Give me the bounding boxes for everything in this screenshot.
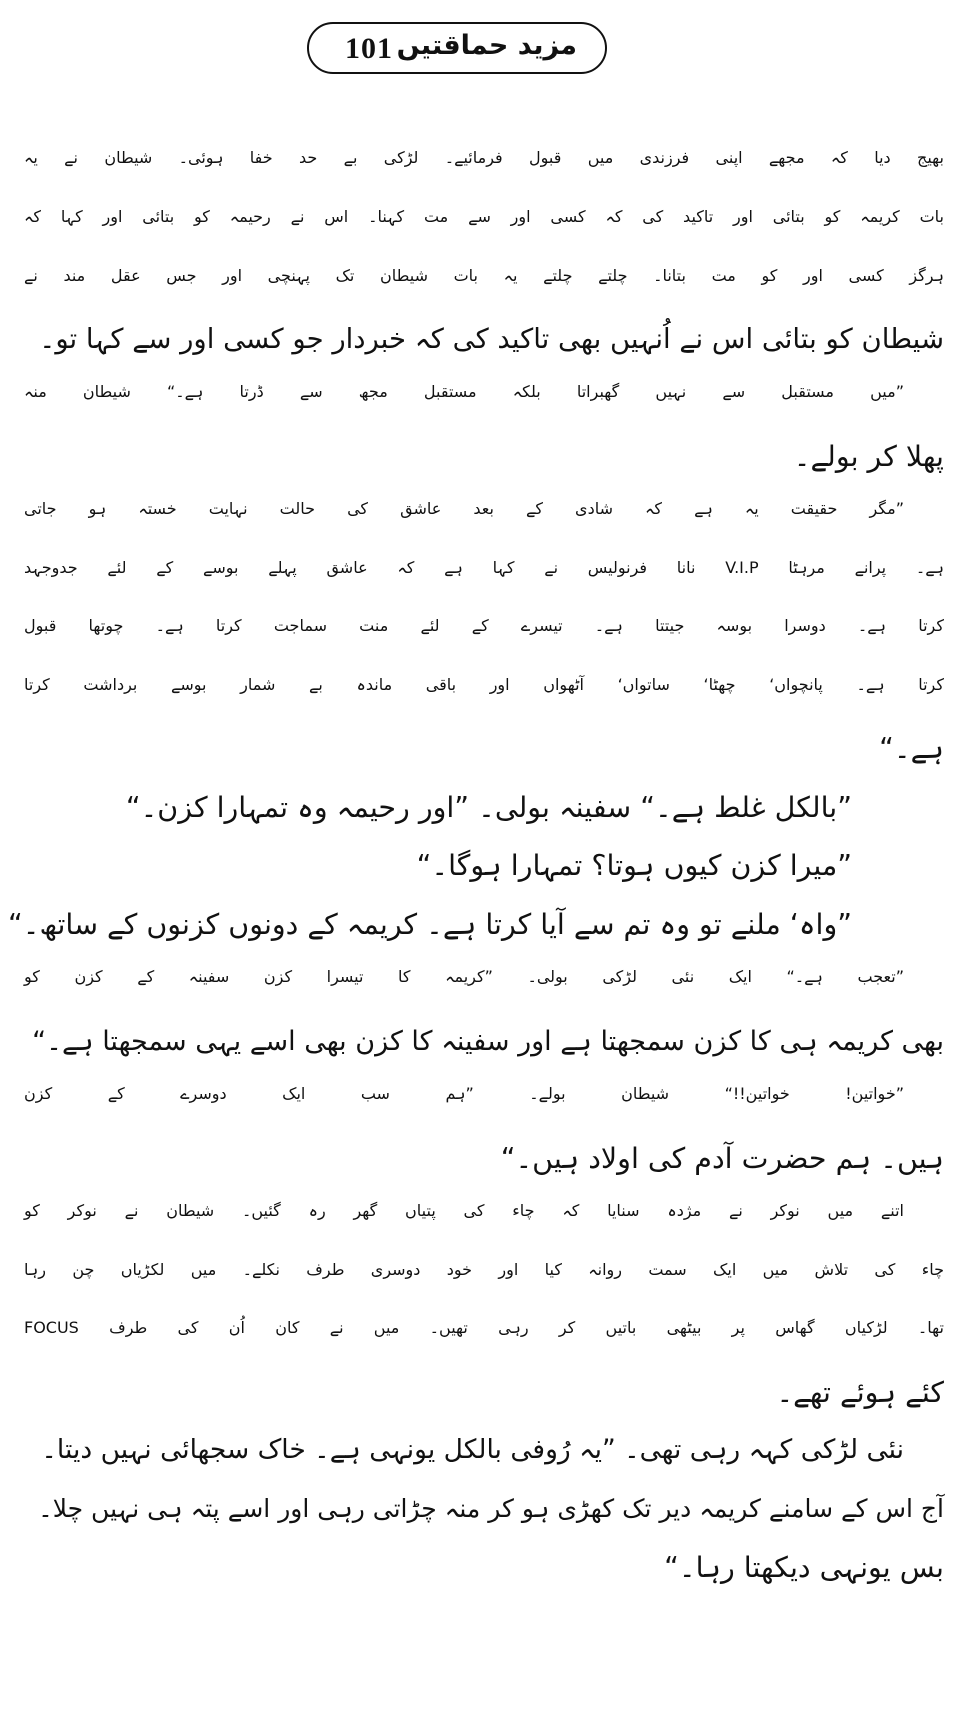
text-line: بات کریمہ کو بتائی اور تاکید کی کہ کسی اور سے مت کہنا۔ اس نے رحیمہ کو بتائی اور کہا کہ	[24, 207, 944, 226]
page-number: 101	[345, 32, 393, 65]
text-line: ”مگر حقیقت یہ ہے کہ شادی کے بعد عاشق کی حالت نہایت خستہ ہو جاتی	[24, 499, 904, 518]
text-line: کرتا ہے۔ پانچواں‘ چھٹا‘ ساتواں‘ آٹھواں اور باقی ماندہ بے شمار بوسے برداشت کرتا	[24, 675, 944, 694]
text-line: ”خواتین! خواتین!!“ شیطان بولے۔ ”ہم سب ایک دوسرے کے کزن	[24, 1084, 904, 1103]
text-line: ہرگز کسی اور کو مت بتانا۔ چلتے چلتے یہ بات شیطان تک پہنچی اور جس عقل مند نے	[24, 266, 944, 285]
text-line: شیطان کو بتائی اس نے اُنہیں بھی تاکید کی کہ خبردار جو کسی اور سے کہا تو۔	[39, 323, 944, 355]
text-line: ہے۔ پرانے مرہٹا V.I.P نانا فرنولیس نے کہا ہے کہ عاشق پہلے بوسے کے لئے جدوجہد	[24, 558, 945, 577]
text-line: بس یونہی دیکھتا رہا۔“	[664, 1551, 944, 1584]
text-line: اتنے میں نوکر نے مژدہ سنایا کہ چاء کی پتیاں گھر رہ گئیں۔ شیطان نے نوکر کو	[24, 1201, 904, 1220]
text-line: کرتا ہے۔ دوسرا بوسہ جیتتا ہے۔ تیسرے کے لئے منت سماجت کرتا ہے۔ چوتھا قبول	[24, 616, 944, 635]
text-line: ”میرا کزن کیوں ہوتا؟ تمہارا ہوگا۔“	[416, 849, 852, 882]
text-line: بھیج دیا کہ مجھے اپنی فرزندی میں قبول فرمائیے۔ لڑکی بے حد خفا ہوئی۔ شیطان نے یہ	[24, 148, 944, 167]
text-line: ”واہ‘ ملنے تو وہ تم سے آیا کرتا ہے۔ کریمہ کے دونوں کزنوں کے ساتھ۔“	[8, 908, 852, 941]
text-line: ہے۔“	[879, 732, 944, 765]
text-line: پھلا کر بولے۔	[793, 440, 944, 473]
text-line: بھی کریمہ ہی کا کزن سمجھتا ہے اور سفینہ کا کزن بھی اسے یہی سمجھتا ہے۔“	[32, 1026, 944, 1057]
text-line: کئے ہوئے تھے۔	[776, 1376, 944, 1409]
running-title: مزید حماقتیں	[396, 30, 577, 61]
text-line: ”میں مستقبل سے نہیں گھبراتا بلکہ مستقبل مجھ سے ڈرتا ہے۔“ شیطان منہ	[24, 382, 904, 401]
text-line: ”بالکل غلط ہے۔“ سفینہ بولی۔ ”اور رحیمہ وہ تمہارا کزن۔“	[125, 791, 852, 824]
text-line: ”تعجب ہے۔“ ایک نئی لڑکی بولی۔ ”کریمہ کا تیسرا کزن سفینہ کے کزن کو	[24, 967, 904, 986]
text-line: نئی لڑکی کہہ رہی تھی۔ ”یہ رُوفی بالکل یونہی ہے۔ خاک سجھائی نہیں دیتا۔	[41, 1434, 904, 1465]
text-line: تھا۔ لڑکیاں گھاس پر بیٹھی باتیں کر رہی تھیں۔ میں نے کان اُن کی طرف FOCUS	[24, 1318, 944, 1337]
text-line: چاء کی تلاش میں ایک سمت روانہ کیا اور خود دوسری طرف نکلے۔ میں لکڑیاں چن رہا	[24, 1260, 944, 1279]
text-line: ہیں۔ ہم حضرت آدم کی اولاد ہیں۔“	[500, 1142, 944, 1175]
page-header	[307, 22, 607, 74]
text-line: آج اس کے سامنے کریمہ دیر تک کھڑی ہو کر منہ چڑاتی رہی اور اسے پتہ ہی نہیں چلا۔	[38, 1494, 944, 1523]
